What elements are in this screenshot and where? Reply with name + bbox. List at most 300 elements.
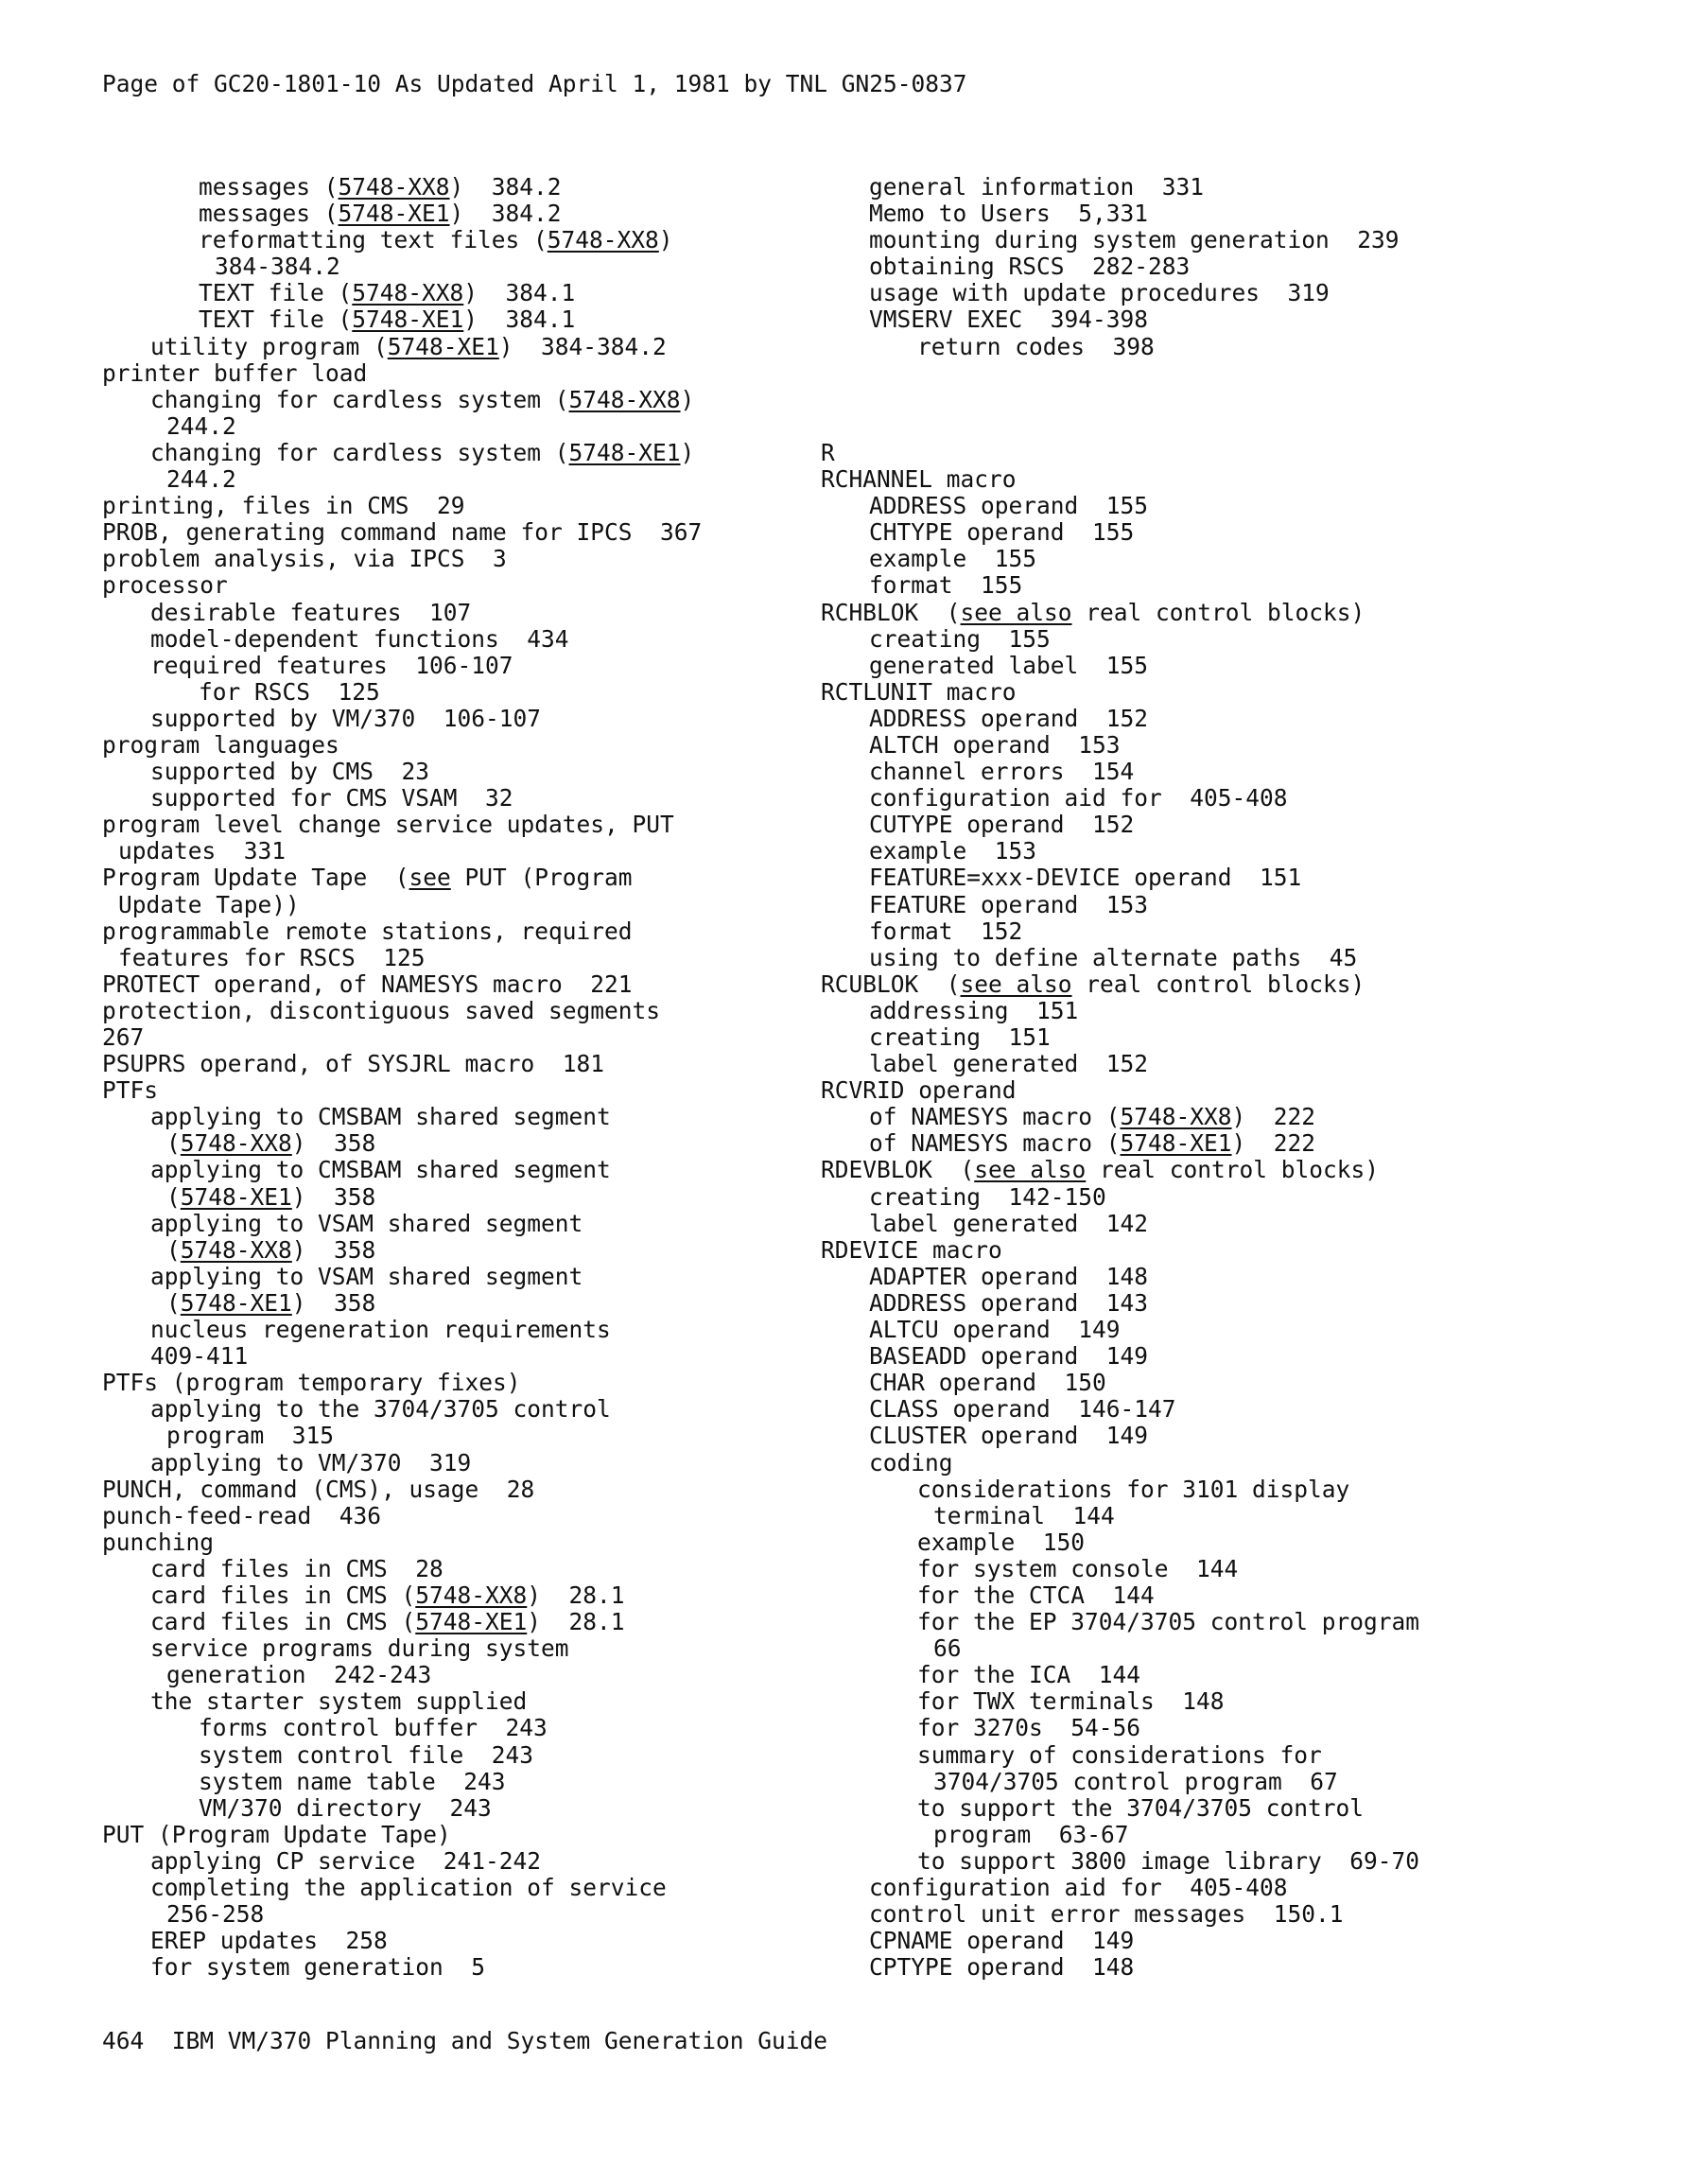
entry-text: ) [680, 385, 695, 413]
index-entry [821, 679, 1653, 706]
index-entry [821, 334, 1653, 360]
entry-text: applying CP service 241-242 [150, 1846, 542, 1875]
entry-text: CPTYPE operand 148 [869, 1953, 1135, 1982]
entry-text: for TWX terminals 148 [917, 1687, 1225, 1716]
index-entry [102, 174, 821, 201]
index-entry [821, 1662, 1653, 1688]
entry-text: program languages [102, 730, 339, 759]
entry-text: ) 222 [1231, 1129, 1316, 1158]
underlined-reference: 5748-XE1 [415, 1608, 528, 1636]
index-entry [821, 1077, 1653, 1104]
entry-text: CLASS operand 146-147 [869, 1395, 1176, 1424]
index-entry [821, 1476, 1653, 1503]
entry-text: for the ICA 144 [917, 1661, 1141, 1689]
underlined-reference: 5748-XX8 [180, 1129, 292, 1158]
entry-text: changing for cardless system ( [150, 385, 569, 413]
entry-text: for system console 144 [917, 1554, 1239, 1582]
entry-text: messages ( [199, 173, 339, 201]
underlined-reference: 5748-XE1 [180, 1288, 292, 1317]
entry-text: FEATURE operand 153 [869, 890, 1149, 918]
index-entry [102, 572, 821, 599]
entry-text: format 155 [869, 571, 1023, 600]
index-entry [102, 706, 821, 732]
entry-text: generation 242-243 [166, 1661, 432, 1689]
index-entry [821, 493, 1653, 519]
index-entry [102, 1822, 821, 1848]
index-entry [102, 1582, 821, 1609]
underlined-reference: 5748-XX8 [547, 226, 659, 254]
entry-text: RCTLUNIT macro [821, 677, 1017, 706]
entry-text: for 3270s 54-56 [917, 1714, 1141, 1742]
index-entry [102, 918, 821, 945]
entry-text: label generated 152 [869, 1050, 1149, 1078]
entry-text: considerations for 3101 display [917, 1475, 1350, 1503]
entry-text: using to define alternate paths 45 [869, 943, 1358, 971]
entry-text: addressing 151 [869, 996, 1079, 1024]
entry-text: example 150 [917, 1528, 1086, 1556]
entry-text: Memo to Users 5,331 [869, 200, 1149, 228]
entry-text: format 152 [869, 917, 1023, 945]
entry-text: RCUBLOK ( [821, 970, 961, 998]
index-entry [102, 1450, 821, 1476]
entry-text: protection, discontiguous saved segments [102, 996, 661, 1024]
index-entry [102, 1609, 821, 1635]
entry-text: control unit error messages 150.1 [869, 1900, 1344, 1929]
index-entry [102, 1343, 821, 1370]
index-entry [821, 174, 1653, 201]
index-entry [821, 280, 1653, 306]
entry-text: usage with update procedures 319 [869, 279, 1330, 307]
entry-text: ) 28.1 [527, 1608, 625, 1636]
index-entry [102, 1157, 821, 1183]
index-entry [821, 1370, 1653, 1396]
entry-text: real control blocks) [1071, 970, 1365, 998]
entry-text: ) 358 [291, 1235, 376, 1264]
entry-text: 256-258 [166, 1900, 265, 1929]
entry-text: ADDRESS operand 155 [869, 492, 1149, 520]
entry-text: ) [658, 226, 673, 254]
entry-text: ) 384.2 [449, 173, 562, 201]
index-entry [102, 812, 821, 838]
entry-text: applying to VM/370 319 [150, 1448, 472, 1476]
index-entry [821, 1130, 1653, 1157]
index-entry [821, 440, 1653, 466]
index-entry [821, 466, 1653, 493]
index-entry [821, 253, 1653, 280]
index-entry [102, 306, 821, 333]
index-entry [821, 626, 1653, 653]
entry-text: features for RSCS 125 [118, 943, 426, 971]
entry-text: program 315 [166, 1422, 335, 1450]
entry-text: card files in CMS ( [150, 1581, 416, 1609]
entry-text: ) 222 [1231, 1103, 1316, 1131]
entry-text: desirable features 107 [150, 598, 472, 626]
entry-text: card files in CMS ( [150, 1608, 416, 1636]
index-entry [102, 413, 821, 440]
entry-text: reformatting text files ( [199, 226, 548, 254]
entry-text: ) 358 [291, 1182, 376, 1211]
entry-text: 244.2 [166, 411, 236, 440]
entry-text: ) 384.1 [463, 279, 576, 307]
entry-text: ( [166, 1288, 181, 1317]
entry-text: Update Tape)) [118, 890, 300, 918]
index-entry [102, 360, 821, 387]
entry-text: ADDRESS operand 152 [869, 704, 1149, 732]
index-entry [102, 519, 821, 546]
index-entry [102, 1130, 821, 1157]
index-entry [821, 1822, 1653, 1848]
entry-text: configuration aid for 405-408 [869, 1874, 1288, 1901]
entry-text: PTFs [102, 1076, 159, 1105]
entry-text: system control file 243 [199, 1740, 534, 1769]
entry-text: configuration aid for 405-408 [869, 784, 1288, 812]
index-entry [821, 1928, 1653, 1954]
entry-text: punch-feed-read 436 [102, 1501, 382, 1529]
index-entry [821, 1396, 1653, 1423]
index-entry [102, 998, 821, 1024]
index-entry [821, 732, 1653, 759]
entry-text: EREP updates 258 [150, 1927, 388, 1955]
entry-text: to support 3800 image library 69-70 [917, 1846, 1420, 1875]
index-entry [821, 1051, 1653, 1077]
index-entry [102, 1715, 821, 1741]
index-entry [102, 945, 821, 971]
entry-text: ADDRESS operand 143 [869, 1288, 1149, 1317]
index-entry [102, 1370, 821, 1396]
entry-text: of NAMESYS macro ( [869, 1103, 1121, 1131]
index-entry [102, 1077, 821, 1104]
page-header: Page of GC20-1801-10 As Updated April 1, 1981 by TNL GN25-0837 [102, 70, 967, 97]
entry-text: ( [166, 1182, 181, 1211]
index-entry [821, 227, 1653, 253]
index-entry [102, 759, 821, 785]
index-entry [102, 838, 821, 865]
entry-text: ) 384.1 [463, 306, 576, 334]
entry-text: printing, files in CMS 29 [102, 492, 465, 520]
index-entry [102, 1954, 821, 1981]
entry-text: 66 [933, 1634, 962, 1663]
underlined-reference: see also [960, 970, 1072, 998]
entry-text: RCHBLOK ( [821, 598, 961, 626]
entry-text: VMSERV EXEC 394-398 [869, 306, 1149, 334]
entry-text: CHAR operand 150 [869, 1369, 1106, 1397]
index-entry [821, 945, 1653, 971]
entry-text: applying to VSAM shared segment [150, 1209, 583, 1237]
entry-text: for RSCS 125 [199, 677, 380, 706]
index-entry [102, 785, 821, 812]
entry-text: printer buffer load [102, 358, 368, 387]
index-entry [821, 572, 1653, 599]
index-entry [821, 306, 1653, 333]
index-entry [821, 653, 1653, 679]
entry-text: applying to VSAM shared segment [150, 1262, 583, 1290]
index-entry [821, 1688, 1653, 1715]
entry-text: RDEVBLOK ( [821, 1156, 975, 1184]
entry-text: completing the application of service [150, 1874, 667, 1901]
entry-text: real control blocks) [1071, 598, 1365, 626]
underlined-reference: see also [960, 598, 1072, 626]
entry-text: applying to CMSBAM shared segment [150, 1156, 611, 1184]
entry-text: for the CTCA 144 [917, 1581, 1155, 1609]
index-entry [102, 280, 821, 306]
entry-text: terminal 144 [933, 1501, 1115, 1529]
index-entry [102, 1901, 821, 1928]
underlined-reference: 5748-XX8 [352, 279, 464, 307]
entry-text: CHTYPE operand 155 [869, 518, 1135, 547]
entry-text: ) [680, 438, 695, 466]
index-entry [821, 1104, 1653, 1130]
entry-text: applying to the 3704/3705 control [150, 1395, 611, 1424]
entry-text: CLUSTER operand 149 [869, 1422, 1149, 1450]
index-entry [821, 1450, 1653, 1476]
underlined-reference: 5748-XX8 [338, 173, 450, 201]
index-entry [821, 1795, 1653, 1822]
entry-text: CUTYPE operand 152 [869, 811, 1135, 839]
entry-text: PUNCH, command (CMS), usage 28 [102, 1475, 535, 1503]
entry-text: RDEVICE macro [821, 1235, 1002, 1264]
index-entry [102, 1662, 821, 1688]
index-entry [102, 1104, 821, 1130]
index-entry [821, 1901, 1653, 1928]
entry-text: channel errors 154 [869, 758, 1135, 786]
entry-text: updates 331 [118, 837, 287, 865]
entry-text: ( [166, 1129, 181, 1158]
entry-text: CPNAME operand 149 [869, 1927, 1135, 1955]
index-entry [102, 387, 821, 413]
underlined-reference: 5748-XE1 [352, 306, 464, 334]
entry-text: obtaining RSCS 282-283 [869, 253, 1191, 281]
index-entry [821, 892, 1653, 918]
index-entry [102, 1317, 821, 1343]
entry-text: TEXT file ( [199, 279, 353, 307]
index-entry [102, 1769, 821, 1795]
index-entry [821, 1954, 1653, 1981]
entry-text: ) 358 [291, 1288, 376, 1317]
entry-text: model-dependent functions 434 [150, 624, 569, 653]
underlined-reference: 5748-XX8 [415, 1581, 528, 1609]
entry-text: VM/370 directory 243 [199, 1793, 492, 1822]
index-entry [102, 600, 821, 626]
index-entry [102, 546, 821, 572]
entry-text: ) 384-384.2 [498, 332, 667, 360]
entry-text: PSUPRS operand, of SYSJRL macro 181 [102, 1050, 605, 1078]
entry-text: BASEADD operand 149 [869, 1342, 1149, 1371]
index-entry [821, 1529, 1653, 1556]
index-column-left [102, 174, 821, 1981]
index-entry [102, 334, 821, 360]
index-entry [102, 1211, 821, 1237]
index-entry [102, 1556, 821, 1582]
entry-text: system name table 243 [199, 1767, 506, 1795]
index-entry [102, 253, 821, 280]
entry-text: supported by CMS 23 [150, 758, 430, 786]
entry-text: PROTECT operand, of NAMESYS macro 221 [102, 970, 633, 998]
index-entry [821, 360, 1653, 387]
entry-text: return codes 398 [917, 332, 1155, 360]
entry-text: RCVRID operand [821, 1076, 1017, 1105]
entry-text: R [821, 438, 835, 466]
index-entry [821, 706, 1653, 732]
index-entry [821, 785, 1653, 812]
entry-text: PUT (Program [450, 864, 633, 892]
entry-text: the starter system supplied [150, 1687, 528, 1716]
entry-text: program level change service updates, PUT [102, 811, 674, 839]
index-entry [102, 440, 821, 466]
entry-text: PUT (Program Update Tape) [102, 1820, 451, 1848]
index-entry [102, 732, 821, 759]
index-entry [821, 519, 1653, 546]
index-entry [102, 1928, 821, 1954]
index-entry [821, 1715, 1653, 1741]
index-entry [821, 971, 1653, 998]
entry-text: general information 331 [869, 173, 1205, 201]
entry-text: example 155 [869, 545, 1037, 573]
entry-text: program 63-67 [933, 1820, 1129, 1848]
index-entry [821, 1742, 1653, 1769]
index-entry [102, 653, 821, 679]
entry-text: to support the 3704/3705 control [917, 1793, 1365, 1822]
index-entry [821, 1157, 1653, 1183]
index-entry [821, 1343, 1653, 1370]
underlined-reference: 5748-XX8 [568, 385, 681, 413]
index-entry [102, 1529, 821, 1556]
entry-text: generated label 155 [869, 651, 1149, 679]
underlined-reference: 5748-XX8 [180, 1235, 292, 1264]
index-entry [821, 759, 1653, 785]
entry-text: creating 155 [869, 624, 1051, 653]
index-entry [821, 1184, 1653, 1211]
entry-text: example 153 [869, 837, 1037, 865]
entry-text: of NAMESYS macro ( [869, 1129, 1121, 1158]
entry-text: supported by VM/370 106-107 [150, 704, 542, 732]
index-entry [102, 1423, 821, 1449]
entry-text: FEATURE=xxx-DEVICE operand 151 [869, 864, 1302, 892]
index-entry [821, 838, 1653, 865]
entry-text: changing for cardless system ( [150, 438, 569, 466]
entry-text: PROB, generating command name for IPCS 367 [102, 518, 703, 547]
index-entry [821, 546, 1653, 572]
entry-text: ) 358 [291, 1129, 376, 1158]
index-entry [821, 1503, 1653, 1529]
index-entry [102, 1290, 821, 1317]
index-entry [102, 1476, 821, 1503]
index-entry [102, 865, 821, 891]
entry-text: programmable remote stations, required [102, 917, 633, 945]
entry-text: creating 151 [869, 1023, 1051, 1051]
underlined-reference: 5748-XE1 [1120, 1129, 1232, 1158]
entry-text: ) 28.1 [527, 1581, 625, 1609]
entry-text: TEXT file ( [199, 306, 353, 334]
index-entry [821, 1290, 1653, 1317]
index-entry [102, 201, 821, 227]
index-entry [821, 1264, 1653, 1290]
index-entry [821, 413, 1653, 440]
index-entry [102, 1396, 821, 1423]
index-entry [102, 1742, 821, 1769]
entry-text: ( [166, 1235, 181, 1264]
underlined-reference: 5748-XE1 [338, 200, 450, 228]
entry-text: coding [869, 1448, 953, 1476]
entry-text: real control blocks) [1086, 1156, 1380, 1184]
entry-text: card files in CMS 28 [150, 1554, 443, 1582]
index-entry [821, 918, 1653, 945]
index-entry [821, 1317, 1653, 1343]
index-entry [821, 1635, 1653, 1662]
index-entry [821, 387, 1653, 413]
index-entry [102, 1875, 821, 1901]
index-entry [102, 466, 821, 493]
index-entry [821, 865, 1653, 891]
entry-text: messages ( [199, 200, 339, 228]
entry-text: RCHANNEL macro [821, 465, 1017, 494]
index-entry [102, 892, 821, 918]
entry-text: label generated 142 [869, 1209, 1149, 1237]
entry-text: mounting during system generation 239 [869, 226, 1400, 254]
index-entry [821, 998, 1653, 1024]
index-entry [102, 1264, 821, 1290]
index-entry [102, 493, 821, 519]
entry-text: PTFs (program temporary fixes) [102, 1369, 521, 1397]
index-entry [102, 679, 821, 706]
index-entry [102, 626, 821, 653]
index-entry [821, 1024, 1653, 1051]
index-entry [102, 1795, 821, 1822]
entry-text: 384-384.2 [215, 253, 340, 281]
index-entry [821, 1609, 1653, 1635]
index-entry [821, 1237, 1653, 1264]
entry-text: summary of considerations for [917, 1740, 1322, 1769]
entry-text: 244.2 [166, 465, 236, 494]
underlined-reference: 5748-XE1 [180, 1182, 292, 1211]
entry-text: required features 106-107 [150, 651, 513, 679]
entry-text: 3704/3705 control program 67 [933, 1767, 1338, 1795]
entry-text: ) 384.2 [449, 200, 562, 228]
page-footer: 464 IBM VM/370 Planning and System Generation Guide [102, 2027, 828, 2054]
index-column-right [821, 174, 1653, 1981]
index-entry [821, 1423, 1653, 1449]
entry-text: 409-411 [150, 1342, 249, 1371]
index-entry [821, 1582, 1653, 1609]
entry-text: punching [102, 1528, 215, 1556]
index-entry [102, 971, 821, 998]
index-entry [102, 1237, 821, 1264]
index-entry [821, 1875, 1653, 1901]
index-entry [102, 1688, 821, 1715]
index-entry [821, 1848, 1653, 1875]
underlined-reference: 5748-XX8 [1120, 1103, 1232, 1131]
entry-text: nucleus regeneration requirements [150, 1316, 611, 1344]
entry-text: problem analysis, via IPCS 3 [102, 545, 507, 573]
index-entry [821, 1211, 1653, 1237]
entry-text: ALTCH operand 153 [869, 730, 1121, 759]
index-entry [102, 227, 821, 253]
index-entry [102, 1503, 821, 1529]
entry-text: applying to CMSBAM shared segment [150, 1103, 611, 1131]
underlined-reference: 5748-XE1 [387, 332, 499, 360]
entry-text: utility program ( [150, 332, 388, 360]
index-entry [821, 812, 1653, 838]
index-entry [102, 1848, 821, 1875]
index-entry [102, 1051, 821, 1077]
index-entry [821, 1769, 1653, 1795]
underlined-reference: see [409, 864, 451, 892]
index-entry [102, 1024, 821, 1051]
index-entry [821, 201, 1653, 227]
index-entry [821, 600, 1653, 626]
entry-text: for system generation 5 [150, 1953, 486, 1982]
entry-text: ALTCU operand 149 [869, 1316, 1121, 1344]
index-entry [102, 1184, 821, 1211]
